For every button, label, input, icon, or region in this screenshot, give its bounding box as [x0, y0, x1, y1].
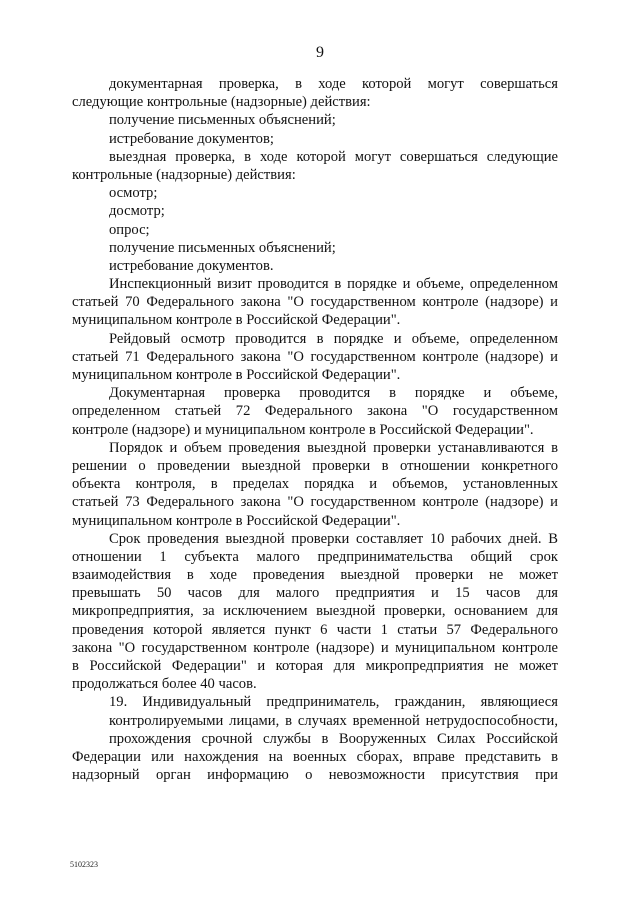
text-line: закона "О государственном контроле (надзоре) и муниципальном контроле: [72, 639, 558, 656]
document-code: 5102323: [70, 860, 98, 869]
text-line: следующие контрольные (надзорные) действия:: [72, 94, 371, 111]
text-line: Инспекционный визит проводится в порядке и объеме, определенном: [109, 276, 558, 293]
text-line: контроле (надзоре) и муниципальном контроле в Российской Федерации".: [72, 421, 534, 438]
text-line: Документарная проверка проводится в порядке и объеме,: [109, 385, 558, 402]
text-line: получение письменных объяснений;: [109, 112, 336, 129]
text-line: Срок проведения выездной проверки составляет 10 рабочих дней. В: [109, 530, 558, 547]
text-line: документарная проверка, в ходе которой могут совершаться: [109, 76, 558, 92]
text-line: муниципальном контроле в Российской Федерации".: [72, 312, 401, 329]
text-line: продолжаться более 40 часов.: [72, 676, 257, 693]
text-line: 19. Индивидуальный предприниматель, гражданин, являющиеся: [109, 694, 558, 711]
text-line: статьей 70 Федерального закона "О государственном контроле (надзоре) и: [72, 294, 558, 311]
text-line: выездная проверка, в ходе которой могут совершаться следующие: [109, 148, 558, 165]
text-line: надзорный орган информацию о невозможности присутствия при: [72, 767, 558, 784]
text-line: превышать 50 часов для малого предприятия и 15 часов для: [72, 585, 558, 602]
page-number: 9: [316, 44, 324, 61]
text-line: статьей 71 Федерального закона "О государственном контроле (надзоре) и: [72, 348, 558, 365]
text-line: в Российской Федерации" и которая для микропредприятия не может: [72, 658, 558, 674]
text-line: осмотр;: [109, 185, 158, 202]
text-line: муниципальном контроле в Российской Федерации".: [72, 367, 401, 383]
text-line: микропредприятия, за исключением выездной проверки, основанием для: [72, 603, 558, 620]
text-line: муниципальном контроле в Российской Федерации".: [72, 512, 401, 529]
text-line: решении о проведении выездной проверки в отношении конкретного: [72, 457, 558, 474]
text-line: отношении 1 субъекта малого предпринимательства общий срок: [72, 548, 558, 565]
document-body: [72, 75, 558, 784]
text-line: истребование документов.: [109, 257, 274, 274]
text-line: опрос;: [109, 221, 150, 238]
text-line: объекта контроля, в пределах порядка и объемов, установленных: [72, 476, 558, 493]
text-line: Федерации или нахождения на военных сборах, вправе представить в: [72, 748, 558, 765]
text-line: получение письменных объяснений;: [109, 239, 336, 256]
text-line: прохождения срочной службы в Вооруженных Силах Российской: [109, 730, 558, 747]
text-line: статьей 73 Федерального закона "О государственном контроле (надзоре) и: [72, 494, 558, 511]
text-line: взаимодействия в ходе проведения выездной проверки не может: [72, 567, 558, 584]
text-line: Порядок и объем проведения выездной проверки устанавливаются в: [109, 439, 558, 456]
text-line: досмотр;: [109, 203, 165, 220]
text-line: контрольные (надзорные) действия:: [72, 166, 296, 183]
text-line: проведения которой является пункт 6 части 1 статьи 57 Федерального: [72, 621, 558, 638]
text-line: Рейдовый осмотр проводится в порядке и объеме, определенном: [109, 330, 558, 347]
text-line: контролируемыми лицами, в случаях временной нетрудоспособности,: [109, 712, 558, 729]
text-line: определенном статьей 72 Федерального закона "О государственном: [72, 403, 558, 420]
text-line: истребование документов;: [109, 130, 274, 147]
